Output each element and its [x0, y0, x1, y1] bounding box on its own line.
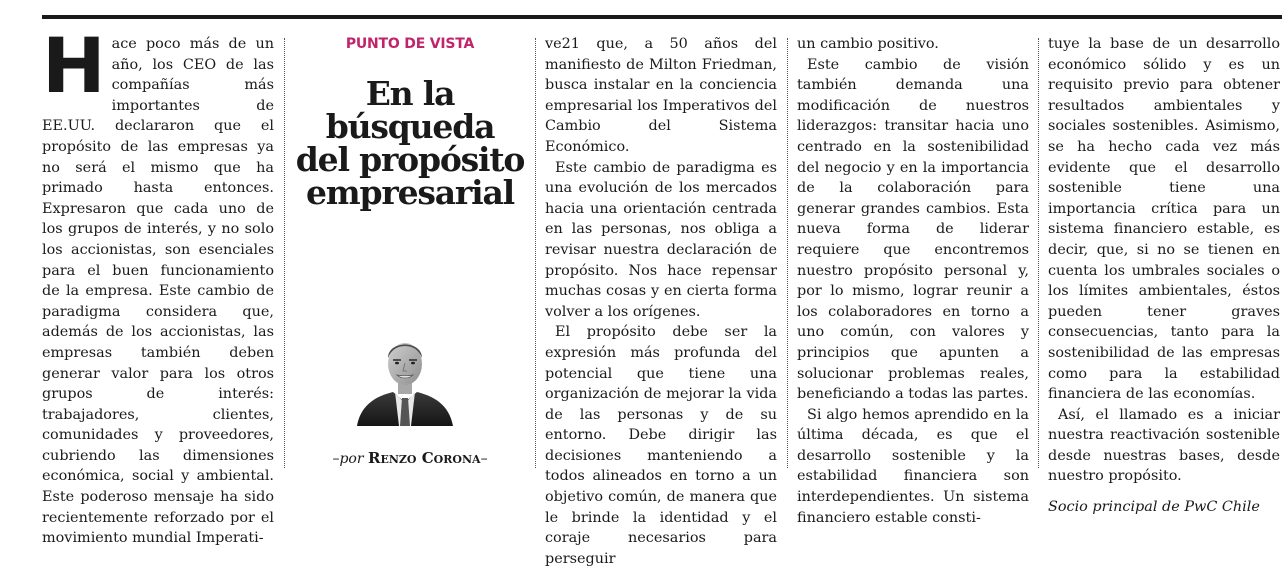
- author-signature: Socio principal de PwC Chile: [1048, 499, 1260, 516]
- article-column-4: [797, 34, 1029, 526]
- section-kicker: PUNTO DE VISTA: [345, 36, 475, 52]
- drop-cap: H: [42, 21, 106, 110]
- article-paragraph: Este cambio de paradigma es una evolución de los mercados hacia una orientación centrada en las personas, nos obliga a revisar nuestra declaración de propósito. Nos hace repensar muchas cosas y en cierta forma volver a los orígenes.: [545, 159, 777, 320]
- article-column-5: [1048, 34, 1280, 516]
- author-byline: –por Renzo Corona–: [332, 449, 488, 467]
- column-divider: [535, 38, 537, 468]
- spacer: [1048, 487, 1280, 497]
- column-divider: [787, 38, 789, 468]
- article-column-1: [42, 21, 274, 547]
- headline: En la búsqueda del propósito empresarial: [295, 74, 525, 212]
- article-paragraph: El propósito debe ser la expresión más profunda del potencial que tiene una organización de mejorar la vida de las personas y de su entorno. Debe dirigir las decisiones manteniendo a todos alineados en torno a un objetivo común, de manera que le brinde la identidad y el coraje necesarios para perseguir: [545, 324, 777, 567]
- column-divider: [1038, 38, 1040, 468]
- top-rule: [42, 15, 1282, 19]
- article-column-3: [545, 34, 777, 567]
- author-name: Renzo Corona: [367, 449, 481, 467]
- article-paragraph: un cambio positivo.: [797, 36, 939, 52]
- article-paragraph: ve21 que, a 50 años del manifiesto de Milton Friedman, busca instalar en la conciencia empresarial los Imperativos del Cambio del Sistema Económico.: [545, 36, 777, 155]
- author-portrait: [355, 332, 455, 426]
- article-paragraph: tuye la base de un desarrollo económico sólido y es un requisito previo para obtener resultados ambientales y sociales sostenibles. Asimismo, se ha hecho cada vez más evidente que el desarrollo sostenible tiene una importancia crítica para un sistema financiero estable, es decir, que, si no se tienen en cuenta los umbrales sociales o los límites ambientales, éstos pueden tener graves consecuencias, tanto para la sostenibilidad de las empresas como para la estabilidad financiera de las economías.: [1048, 36, 1280, 403]
- article-paragraph: Si algo hemos aprendido en la última década, es que el desarrollo sostenible y la estabilidad financiera son interdependientes. Un sistema financiero estable consti-: [797, 406, 1029, 526]
- article-paragraph: Hace poco más de un año, los CEO de las compañías más importantes de EE.UU. declararon que el propósito de las empresas ya no será el mismo que ha primado hasta entonces. Expresaron que cada uno de los grupos de interés, y no solo los accionistas, son esenciales para el buen funcionamiento de la empresa. Este cambio de paradigma considera que, además de los accionistas, las empresas también deben generar valor para los otros grupos de interés: trabajadores, clientes, comunidades y proveedores, cubriendo las dimensiones económica, social y ambiental. Este poderoso mensaje ha sido recientemente reforzado por el movimiento mundial Imperati-: [42, 21, 274, 547]
- article-paragraph: Este cambio de visión también demanda una modificación de nuestros liderazgos: transitar hacia uno centrado en la sostenibilidad del negocio y en la importancia de la colaboración para generar grandes cambios. Esta nueva forma de liderar requiere que encontremos nuestro propósito personal y, por lo mismo, lograr reunir a los colaboradores en torno a uno común, con valores y principios que apunten a solucionar problemas reales, beneficiando a todas las partes.: [797, 56, 1029, 403]
- article-paragraph: Así, el llamado es a iniciar nuestra reactivación sostenible desde nuestras bases, desde nuestro propósito.: [1048, 406, 1280, 485]
